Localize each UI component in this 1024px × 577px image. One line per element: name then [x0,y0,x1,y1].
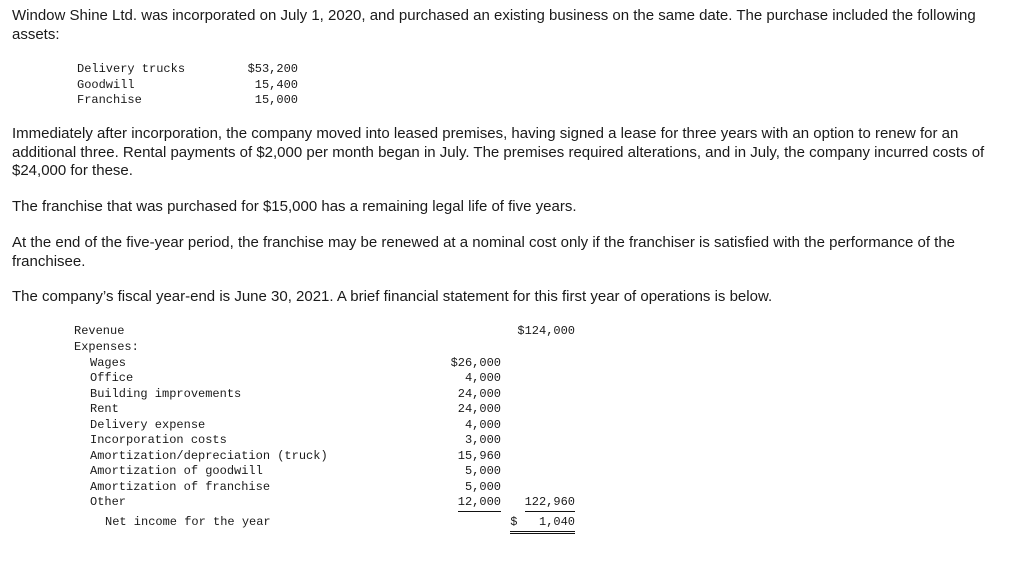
expense-row [74,495,584,511]
financial-statement [74,324,584,539]
expense-row [74,418,584,434]
assets-table [77,62,298,109]
expense-label: Amortization of goodwill [90,464,263,478]
expense-label: Amortization of franchise [90,479,271,494]
expense-label: Office [90,371,134,385]
intro-paragraph: Window Shine Ltd. was incorporated on July 1, 2020, and purchased an existing business on the same date. The purchase included the following assets: [12,7,976,43]
net-income-row [74,515,584,531]
expense-label: Wages [90,355,127,370]
revenue-row [74,324,584,340]
expense-row [74,402,584,418]
lease-paragraph: Immediately after incorporation, the company moved into leased premises, having signed a lease for three years with an option to renew for an additional three. Rental payments of $2,000 per month began in July. The premises required alterations, and in July, the company incurred costs of $24,000 for these. [12,125,985,179]
expense-label: Rent [90,402,119,416]
yearend-paragraph: The company’s fiscal year-end is June 30, 2021. A brief financial statement for this first year of operations is below. [12,288,773,305]
asset-label: Franchise [77,93,142,107]
asset-amount: 15,000 [254,93,298,107]
net-income-label: Net income for the year [105,515,271,529]
table-row [77,62,298,78]
asset-label: Delivery trucks [77,62,186,76]
expense-amount: 24,000 [457,402,501,416]
expense-row [74,464,584,480]
expense-amount: 15,960 [457,448,501,463]
table-row [77,93,298,109]
expense-amount: 24,000 [457,386,501,401]
expense-amount: $26,000 [450,355,501,370]
expense-row [74,371,584,387]
total-expenses-amount: 122,960 [525,495,575,512]
table-row [77,78,298,94]
net-income-amount: $ 1,040 [510,515,575,534]
expense-amount: 3,000 [464,433,501,447]
expenses-heading-row [74,340,584,356]
franchise-paragraph: The franchise that was purchased for $15,000 has a remaining legal life of five years. [12,198,577,215]
expense-amount: 5,000 [464,464,501,478]
expense-amount: 4,000 [464,417,501,432]
expense-amount: 4,000 [464,371,501,385]
expenses-label: Expenses: [74,340,139,354]
asset-amount: $53,200 [247,62,298,76]
expense-amount: 5,000 [464,479,501,494]
renewal-paragraph: At the end of the five-year period, the franchise may be renewed at a nominal cost only if the franchiser is satisfied with the performance of the franchisee. [12,234,956,270]
expense-row [74,433,584,449]
expense-row [74,356,584,372]
expense-label: Delivery expense [90,417,206,432]
revenue-label: Revenue [74,324,125,338]
expense-label: Amortization/depreciation (truck) [90,448,328,463]
expense-label: Building improvements [90,386,242,401]
asset-label: Goodwill [77,77,135,92]
expense-label: Other [90,495,127,509]
revenue-amount: $124,000 [517,324,575,338]
expense-row [74,449,584,465]
asset-amount: 15,400 [254,77,298,92]
expense-label: Incorporation costs [90,433,227,447]
expense-row [74,480,584,496]
expense-amount: 12,000 [458,495,501,512]
expense-row [74,387,584,403]
